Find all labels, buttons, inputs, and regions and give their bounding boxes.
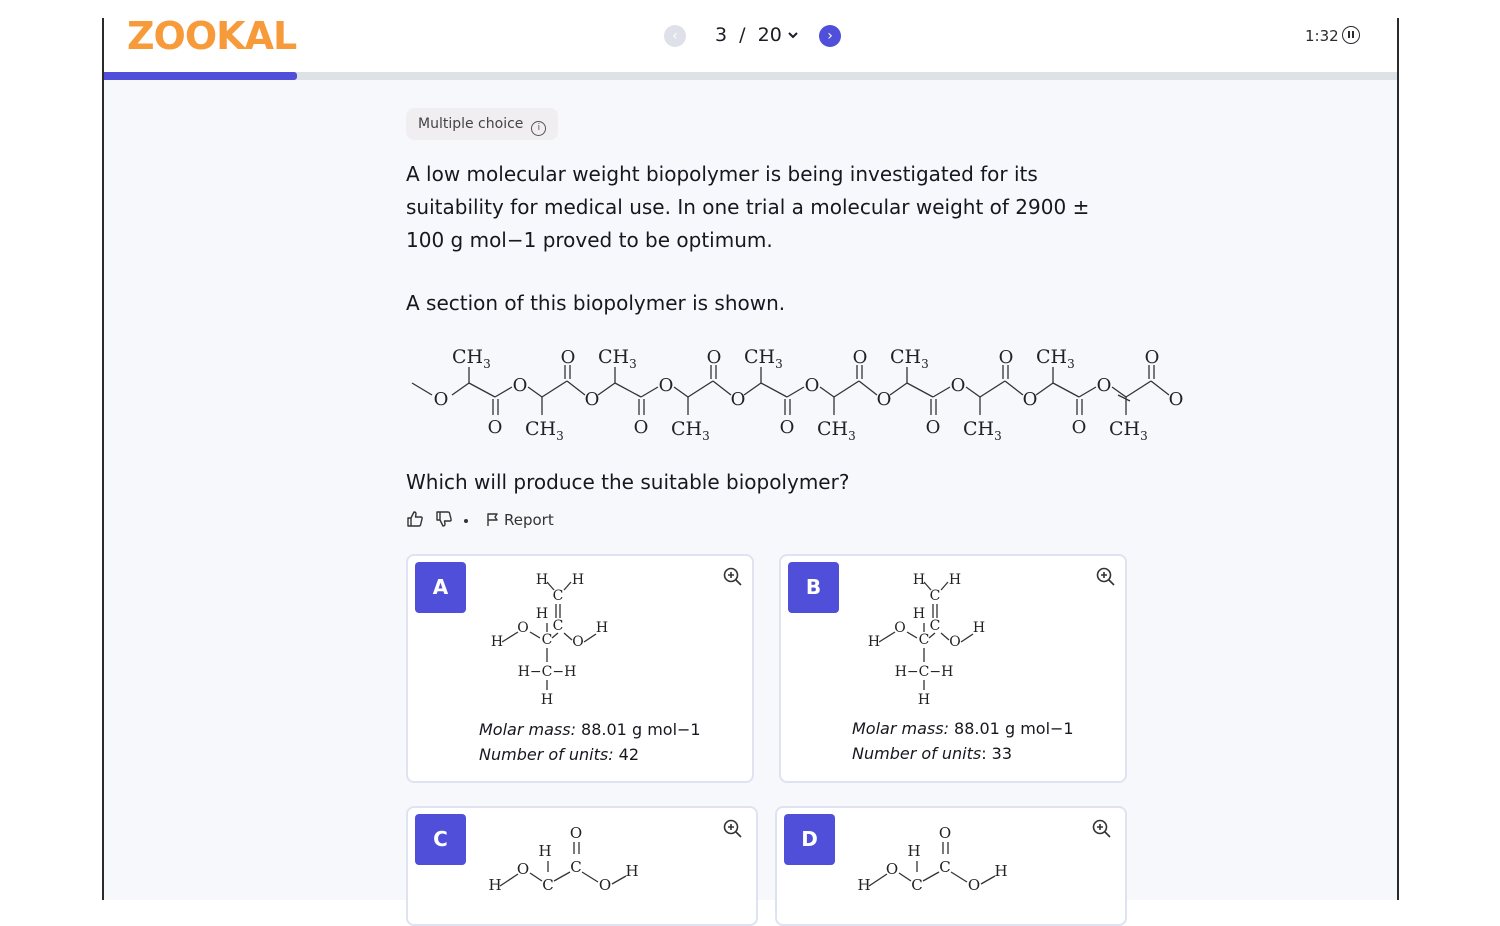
bond-line bbox=[495, 387, 512, 397]
carbon-atom: C bbox=[911, 876, 923, 894]
oxygen-atom: O bbox=[1022, 389, 1038, 410]
bond-line bbox=[761, 383, 787, 397]
zoom-in-icon[interactable] bbox=[722, 566, 744, 588]
bond-line bbox=[859, 381, 877, 395]
ch3-label: $CH_3$ bbox=[525, 418, 564, 443]
hydrogen-atom: H bbox=[538, 842, 552, 860]
bond-line bbox=[584, 634, 596, 642]
bond-line bbox=[564, 582, 571, 590]
option-card-c[interactable] bbox=[406, 806, 758, 926]
methyl-group: H−C−H bbox=[517, 664, 577, 680]
hydrogen-atom: H bbox=[540, 692, 554, 708]
oxygen-atom: O bbox=[730, 389, 746, 410]
bond-line bbox=[980, 381, 1005, 397]
molecule-structure bbox=[857, 824, 1021, 906]
oxygen-atom: O bbox=[516, 860, 530, 878]
oxygen-atom: O bbox=[1096, 375, 1112, 396]
bond-line bbox=[1053, 383, 1079, 397]
question-section-text: A section of this biopolymer is shown. bbox=[406, 291, 786, 315]
bond-line bbox=[834, 381, 859, 397]
next-question-button[interactable] bbox=[819, 25, 841, 47]
progress-bar-fill bbox=[103, 72, 297, 80]
biopolymer-structure bbox=[410, 343, 1184, 453]
oxygen-atom: O bbox=[598, 876, 612, 894]
bond-line bbox=[542, 381, 567, 397]
info-icon[interactable]: i bbox=[531, 121, 546, 136]
ch3-label: $CH_3$ bbox=[1036, 346, 1075, 371]
hydrogen-atom: H bbox=[994, 862, 1008, 880]
oxygen-atom: O bbox=[804, 375, 820, 396]
app-window bbox=[103, 0, 1398, 900]
ch3-label: $CH_3$ bbox=[598, 346, 637, 371]
oxygen-atom: O bbox=[1144, 347, 1160, 368]
previous-question-button[interactable] bbox=[664, 25, 686, 47]
question-prompt: Which will produce the suitable biopolymer? bbox=[406, 470, 850, 494]
molar-mass-label: Molar mass: bbox=[479, 720, 576, 739]
ch3-label: $CH_3$ bbox=[963, 418, 1002, 443]
separator-dot bbox=[464, 519, 468, 523]
bond-line bbox=[530, 873, 542, 881]
timer: 1:32 bbox=[1305, 27, 1339, 45]
oxygen-atom: O bbox=[584, 389, 600, 410]
ch3-label: $CH_3$ bbox=[452, 346, 491, 371]
question-counter[interactable]: 3 / 20 bbox=[715, 24, 782, 46]
bond-line bbox=[452, 383, 469, 395]
zookal-logo[interactable]: ZOOKAL bbox=[127, 14, 297, 58]
oxygen-atom: O bbox=[569, 824, 583, 842]
methyl-group: H−C−H bbox=[894, 664, 954, 680]
bond-line bbox=[907, 383, 933, 397]
ch3-label: $CH_3$ bbox=[1109, 418, 1148, 443]
bond-line bbox=[641, 387, 658, 397]
molecule-structure bbox=[492, 570, 642, 710]
bond-line bbox=[500, 874, 518, 886]
molar-mass-label: Molar mass: bbox=[852, 719, 949, 738]
bond-line bbox=[469, 383, 495, 397]
bond-line bbox=[923, 872, 939, 881]
bond-line bbox=[941, 582, 948, 590]
oxygen-atom: O bbox=[1071, 417, 1087, 438]
bond-line bbox=[674, 387, 688, 397]
ch3-label: $CH_3$ bbox=[890, 346, 929, 371]
hydrogen-atom: H bbox=[488, 876, 502, 894]
bond-line bbox=[879, 632, 895, 642]
oxygen-atom: O bbox=[998, 347, 1014, 368]
bond-line bbox=[941, 633, 949, 640]
carbon-atom: C bbox=[541, 632, 553, 648]
oxygen-atom: O bbox=[433, 389, 449, 410]
bond-line bbox=[907, 632, 917, 638]
option-details bbox=[852, 716, 1074, 766]
oxygen-atom: O bbox=[512, 375, 528, 396]
oxygen-atom: O bbox=[967, 876, 981, 894]
question-text: A low molecular weight biopolymer is being investigated for its suitability for medical use. In one trial a molecular weight of 2900 ± 100 g mol−1 proved to be optimum. bbox=[406, 162, 1090, 252]
bond-line bbox=[412, 383, 432, 395]
oxygen-atom: O bbox=[949, 634, 961, 650]
bond-line bbox=[567, 381, 585, 395]
bond-line bbox=[787, 387, 804, 397]
chevron-right-icon: › bbox=[827, 28, 833, 44]
option-details bbox=[479, 717, 701, 767]
bond-line bbox=[688, 381, 713, 397]
units-value: : 33 bbox=[981, 744, 1013, 763]
bond-line bbox=[554, 872, 570, 881]
oxygen-atom: O bbox=[487, 417, 503, 438]
bond-line bbox=[1036, 383, 1053, 395]
bond-line bbox=[981, 876, 995, 884]
oxygen-atom: O bbox=[1168, 389, 1184, 410]
carbon-atom: C bbox=[918, 632, 930, 648]
pause-circle-icon[interactable] bbox=[1342, 26, 1360, 44]
option-letter: B bbox=[788, 562, 839, 613]
oxygen-atom: O bbox=[852, 347, 868, 368]
oxygen-atom: O bbox=[572, 634, 584, 650]
units-label: Number of units: bbox=[479, 745, 614, 764]
hydrogen-atom: H bbox=[912, 606, 926, 622]
bond-line bbox=[1126, 381, 1151, 397]
units-value: 42 bbox=[613, 745, 640, 764]
option-letter: C bbox=[415, 814, 466, 865]
ch3-label: $CH_3$ bbox=[744, 346, 783, 371]
bond-line bbox=[612, 876, 626, 884]
molecule-structure bbox=[869, 570, 1019, 710]
oxygen-atom: O bbox=[706, 347, 722, 368]
hydrogen-atom: H bbox=[490, 634, 504, 650]
carbon-atom: C bbox=[552, 618, 564, 634]
carbon-atom: C bbox=[929, 618, 941, 634]
bond-line bbox=[744, 383, 761, 395]
bond-line bbox=[564, 633, 572, 640]
chevron-left-icon: ‹ bbox=[672, 28, 678, 44]
units-label: Number of units bbox=[852, 744, 982, 763]
option-letter: A bbox=[415, 562, 466, 613]
hydrogen-atom: H bbox=[857, 876, 871, 894]
oxygen-atom: O bbox=[517, 620, 529, 636]
bond-line bbox=[869, 874, 887, 886]
molar-mass-value: 88.01 g mol−1 bbox=[575, 720, 701, 739]
oxygen-atom: O bbox=[938, 824, 952, 842]
progress-bar bbox=[103, 72, 1398, 80]
report-label: Report bbox=[504, 511, 554, 529]
bond-line bbox=[1005, 381, 1023, 395]
hydrogen-atom: H bbox=[625, 862, 639, 880]
zoom-in-icon[interactable] bbox=[722, 818, 744, 840]
bond-line bbox=[933, 387, 950, 397]
top-bar bbox=[103, 0, 1398, 72]
molecule-structure bbox=[488, 824, 652, 906]
oxygen-atom: O bbox=[950, 375, 966, 396]
hydrogen-atom: H bbox=[595, 620, 609, 636]
bond-line bbox=[528, 387, 542, 397]
carbon-atom: C bbox=[939, 858, 951, 876]
zoom-in-icon[interactable] bbox=[1091, 818, 1113, 840]
bond-line bbox=[598, 383, 615, 395]
oxygen-atom: O bbox=[633, 417, 649, 438]
oxygen-atom: O bbox=[925, 417, 941, 438]
oxygen-atom: O bbox=[658, 375, 674, 396]
option-card-d[interactable] bbox=[775, 806, 1127, 926]
question-content bbox=[406, 108, 1184, 529]
hydrogen-atom: H bbox=[535, 606, 549, 622]
hydrogen-atom: H bbox=[948, 572, 962, 588]
thumbs-up-icon[interactable] bbox=[406, 510, 424, 528]
chevron-down-icon[interactable] bbox=[787, 29, 799, 41]
carbon-atom: C bbox=[542, 876, 554, 894]
carbon-atom: C bbox=[929, 588, 941, 604]
hydrogen-atom: H bbox=[917, 692, 931, 708]
question-type-label: Multiple choice bbox=[418, 116, 524, 132]
ch3-label: $CH_3$ bbox=[817, 418, 856, 443]
oxygen-atom: O bbox=[885, 860, 899, 878]
hydrogen-atom: H bbox=[912, 572, 926, 588]
oxygen-atom: O bbox=[560, 347, 576, 368]
bond-line bbox=[530, 632, 540, 638]
bond-line bbox=[899, 873, 911, 881]
carbon-atom: C bbox=[552, 588, 564, 604]
bond-line bbox=[820, 387, 834, 397]
bond-line bbox=[951, 872, 967, 882]
bond-line bbox=[502, 632, 518, 642]
hydrogen-atom: H bbox=[571, 572, 585, 588]
bond-line bbox=[961, 634, 973, 642]
bond-line bbox=[1079, 387, 1096, 397]
oxygen-atom: O bbox=[779, 417, 795, 438]
option-card-b[interactable] bbox=[779, 554, 1127, 783]
zoom-in-icon[interactable] bbox=[1095, 566, 1117, 588]
oxygen-atom: O bbox=[894, 620, 906, 636]
bond-line bbox=[713, 381, 731, 395]
oxygen-atom: O bbox=[876, 389, 892, 410]
thumbs-down-icon[interactable] bbox=[435, 510, 453, 528]
hydrogen-atom: H bbox=[907, 842, 921, 860]
bond-line bbox=[615, 383, 641, 397]
option-letter: D bbox=[784, 814, 835, 865]
bond-line bbox=[966, 387, 980, 397]
bond-line bbox=[1151, 381, 1169, 395]
hydrogen-atom: H bbox=[972, 620, 986, 636]
hydrogen-atom: H bbox=[867, 634, 881, 650]
molar-mass-value: 88.01 g mol−1 bbox=[948, 719, 1074, 738]
ch3-label: $CH_3$ bbox=[671, 418, 710, 443]
flag-icon bbox=[486, 512, 500, 527]
question-type-badge bbox=[406, 108, 558, 140]
bond-line bbox=[582, 872, 598, 882]
option-card-a[interactable] bbox=[406, 554, 754, 783]
bond-line bbox=[890, 383, 907, 395]
hydrogen-atom: H bbox=[535, 572, 549, 588]
carbon-atom: C bbox=[570, 858, 582, 876]
